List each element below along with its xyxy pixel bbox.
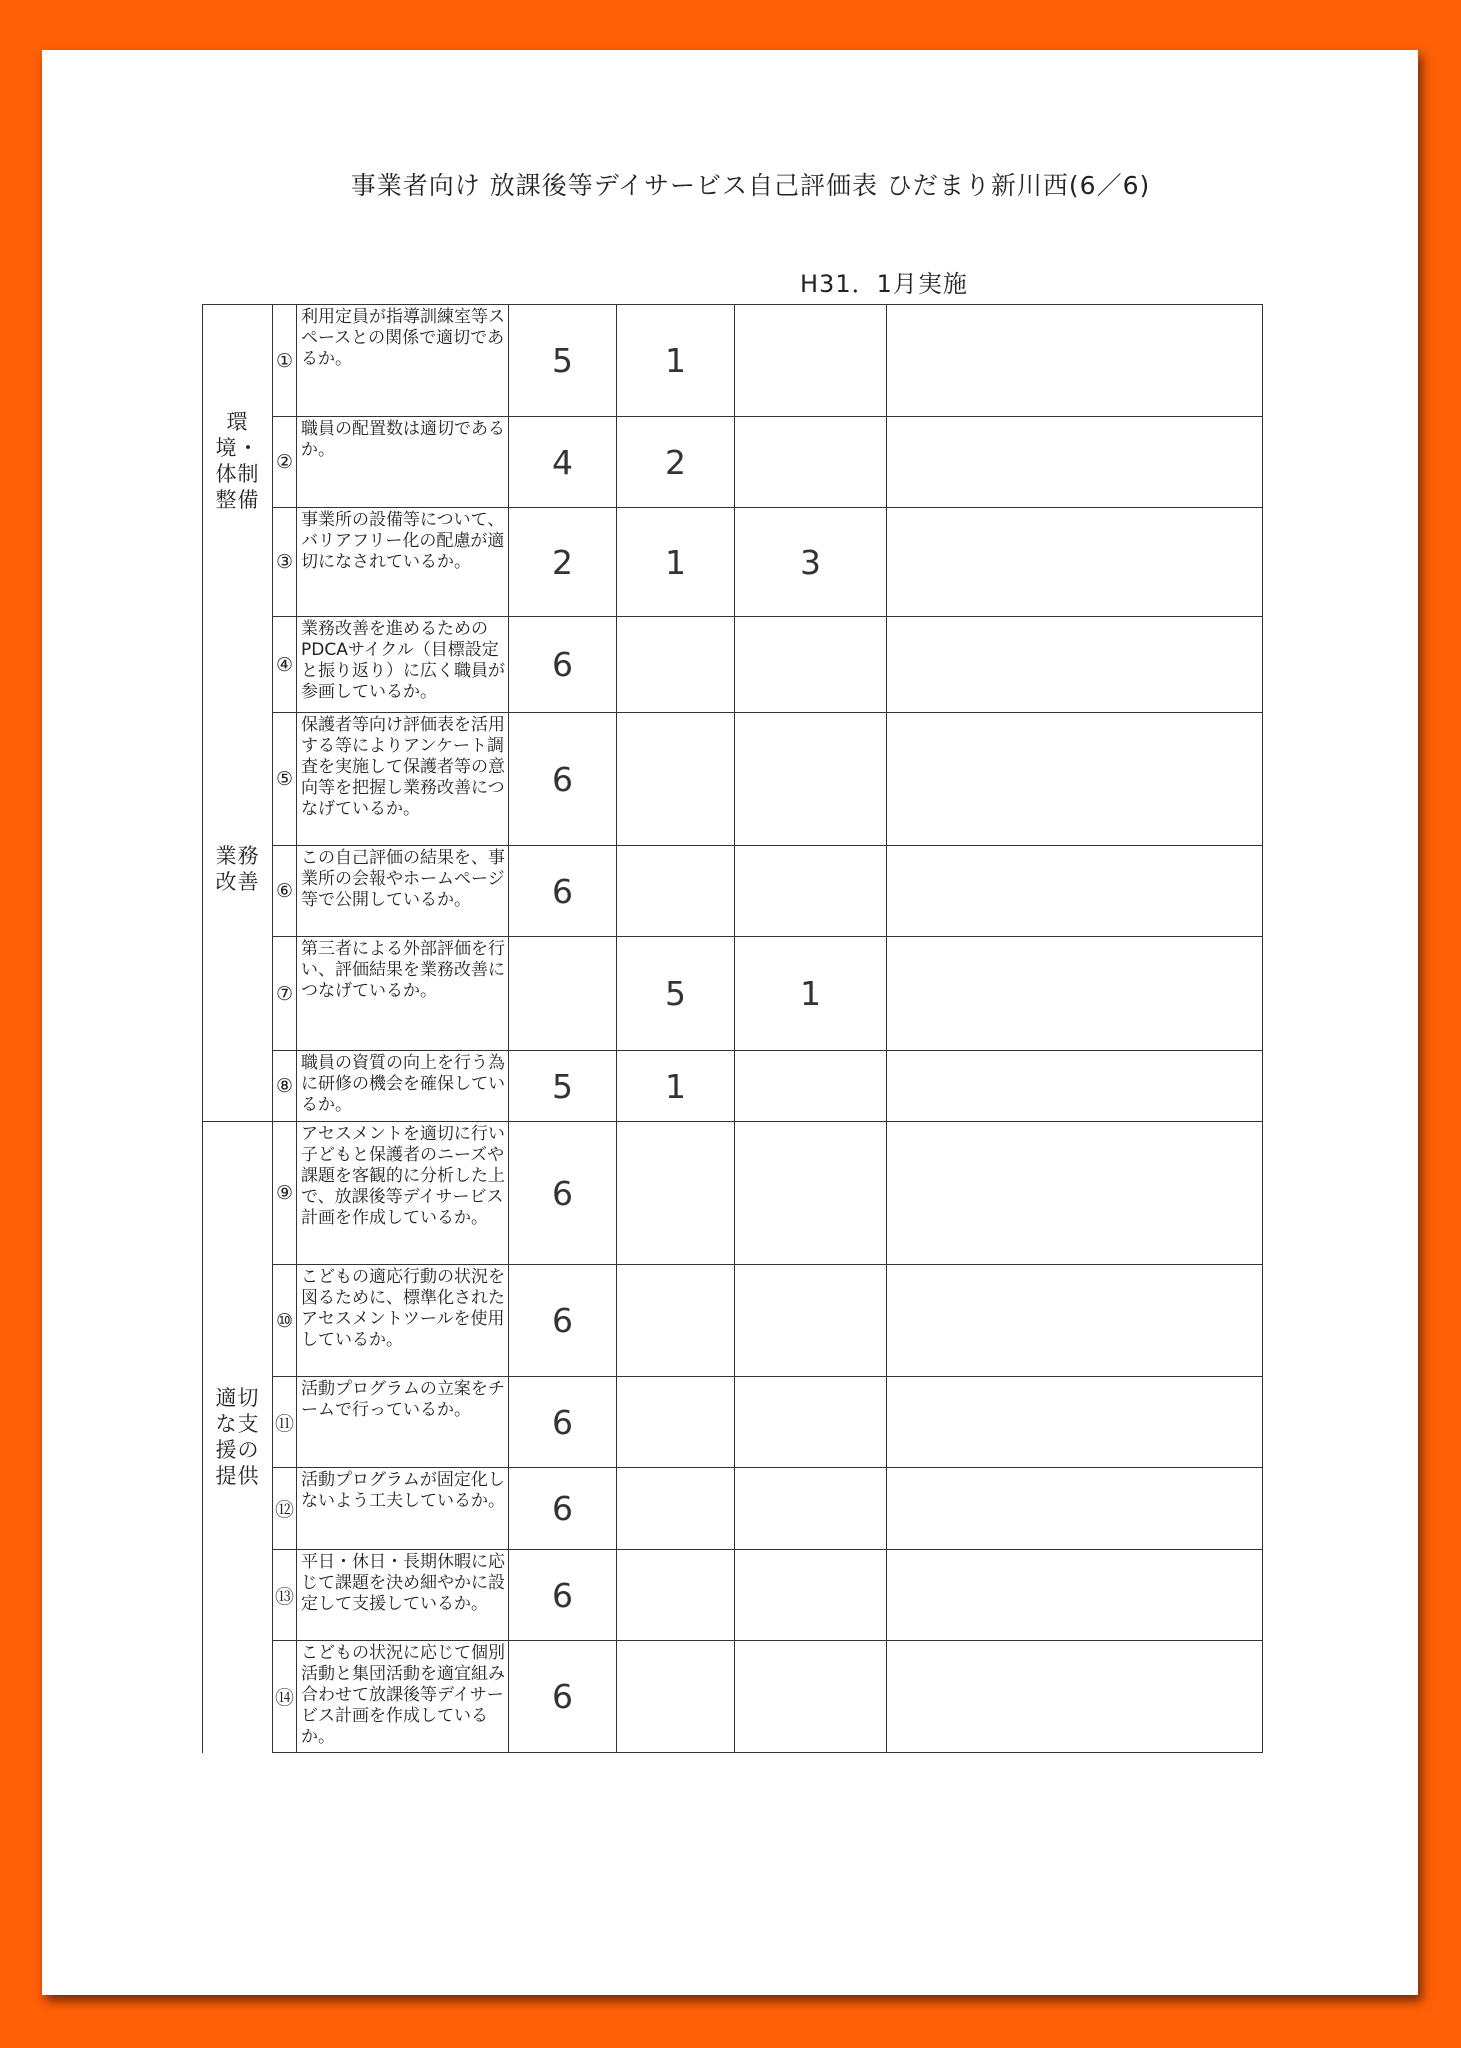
score-cell (617, 1550, 735, 1641)
table-row (203, 1550, 1263, 1641)
comment-cell (887, 846, 1263, 937)
comment-cell (887, 1641, 1263, 1753)
score-cell: 1 (617, 508, 735, 617)
score-cell (735, 713, 887, 846)
question-text: 業務改善を進めるためのPDCAサイクル（目標設定と振り返り）に広く職員が参画しているか。 (297, 617, 509, 713)
score-cell (735, 1377, 887, 1468)
table-row (203, 1051, 1263, 1122)
question-text: アセスメントを適切に行い子どもと保護者のニーズや課題を客観的に分析した上で、放課後等デイサービス計画を作成しているか。 (297, 1122, 509, 1265)
category-label: 適切な支援の提供 (215, 1386, 260, 1489)
score-cell (617, 1265, 735, 1377)
table-row (203, 617, 1263, 713)
table-row (203, 1122, 1263, 1265)
category-cell (203, 617, 273, 1122)
score-cell (617, 713, 735, 846)
item-number: ⑥ (273, 846, 297, 937)
item-number: ④ (273, 617, 297, 713)
score-cell: 6 (509, 713, 617, 846)
table-row (203, 846, 1263, 937)
comment-cell (887, 1122, 1263, 1265)
score-cell: 6 (509, 846, 617, 937)
comment-cell (887, 1550, 1263, 1641)
score-cell (735, 1641, 887, 1753)
evaluation-table (202, 304, 1263, 1753)
implementation-date: H31．1月実施 (800, 270, 968, 298)
item-number: ⑭ (273, 1641, 297, 1753)
comment-cell (887, 1377, 1263, 1468)
score-cell: 2 (617, 417, 735, 508)
score-cell: 6 (509, 1122, 617, 1265)
comment-cell (887, 417, 1263, 508)
score-cell: 1 (735, 937, 887, 1051)
table-row (203, 1641, 1263, 1753)
table-row (203, 305, 1263, 417)
score-cell (617, 1122, 735, 1265)
score-cell: 6 (509, 1377, 617, 1468)
question-text: こどもの状況に応じて個別活動と集団活動を適宜組み合わせて放課後等デイサービス計画を作成しているか。 (297, 1641, 509, 1753)
comment-cell (887, 617, 1263, 713)
question-text: 利用定員が指導訓練室等スペースとの関係で適切であるか。 (297, 305, 509, 417)
score-cell (735, 617, 887, 713)
score-cell (735, 305, 887, 417)
page-title: 事業者向け 放課後等デイサービス自己評価表 ひだまり新川西(6／6) (350, 171, 1151, 200)
question-text: 職員の資質の向上を行う為に研修の機会を確保しているか。 (297, 1051, 509, 1122)
table-row (203, 417, 1263, 508)
score-cell: 2 (509, 508, 617, 617)
score-cell: 4 (509, 417, 617, 508)
score-cell: 6 (509, 617, 617, 713)
item-number: ⑧ (273, 1051, 297, 1122)
question-text: この自己評価の結果を、事業所の会報やホームページ等で公開しているか。 (297, 846, 509, 937)
score-cell: 3 (735, 508, 887, 617)
score-cell (617, 617, 735, 713)
comment-cell (887, 937, 1263, 1051)
score-cell: 6 (509, 1641, 617, 1753)
category-cell (203, 305, 273, 617)
score-cell (509, 937, 617, 1051)
score-cell: 5 (509, 1051, 617, 1122)
score-cell (617, 1641, 735, 1753)
score-cell (735, 846, 887, 937)
score-cell: 5 (617, 937, 735, 1051)
item-number: ① (273, 305, 297, 417)
item-number: ⑦ (273, 937, 297, 1051)
table-row (203, 508, 1263, 617)
score-cell: 6 (509, 1468, 617, 1550)
category-label: 業務改善 (215, 843, 260, 894)
score-cell: 1 (617, 1051, 735, 1122)
comment-cell (887, 713, 1263, 846)
score-cell (617, 1468, 735, 1550)
table-row (203, 937, 1263, 1051)
score-cell (735, 1122, 887, 1265)
score-cell: 6 (509, 1550, 617, 1641)
score-cell (735, 417, 887, 508)
score-cell (735, 1051, 887, 1122)
item-number: ⑬ (273, 1550, 297, 1641)
category-cell (203, 1122, 273, 1753)
comment-cell (887, 1468, 1263, 1550)
question-text: 職員の配置数は適切であるか。 (297, 417, 509, 508)
table-row (203, 713, 1263, 846)
score-cell (735, 1550, 887, 1641)
question-text: 活動プログラムの立案をチームで行っているか。 (297, 1377, 509, 1468)
question-text: 第三者による外部評価を行い、評価結果を業務改善につなげているか。 (297, 937, 509, 1051)
score-cell: 6 (509, 1265, 617, 1377)
table-row (203, 1468, 1263, 1550)
item-number: ⑤ (273, 713, 297, 846)
item-number: ② (273, 417, 297, 508)
item-number: ⑨ (273, 1122, 297, 1265)
score-cell: 5 (509, 305, 617, 417)
item-number: ⑪ (273, 1377, 297, 1468)
comment-cell (887, 1265, 1263, 1377)
item-number: ⑫ (273, 1468, 297, 1550)
comment-cell (887, 305, 1263, 417)
question-text: 事業所の設備等について、バリアフリー化の配慮が適切になされているか。 (297, 508, 509, 617)
item-number: ⑩ (273, 1265, 297, 1377)
item-number: ③ (273, 508, 297, 617)
question-text: 保護者等向け評価表を活用する等によりアンケート調査を実施して保護者等の意向等を把握し業務改善につなげているか。 (297, 713, 509, 846)
score-cell (735, 1265, 887, 1377)
score-cell: 1 (617, 305, 735, 417)
comment-cell (887, 508, 1263, 617)
question-text: こどもの適応行動の状況を図るために、標準化されたアセスメントツールを使用しているか。 (297, 1265, 509, 1377)
table-row (203, 1265, 1263, 1377)
category-label: 環境・体制整備 (215, 409, 260, 512)
score-cell (735, 1468, 887, 1550)
question-text: 平日・休日・長期休暇に応じて課題を決め細やかに設定して支援しているか。 (297, 1550, 509, 1641)
comment-cell (887, 1051, 1263, 1122)
question-text: 活動プログラムが固定化しないよう工夫しているか。 (297, 1468, 509, 1550)
table-row (203, 1377, 1263, 1468)
score-cell (617, 1377, 735, 1468)
score-cell (617, 846, 735, 937)
